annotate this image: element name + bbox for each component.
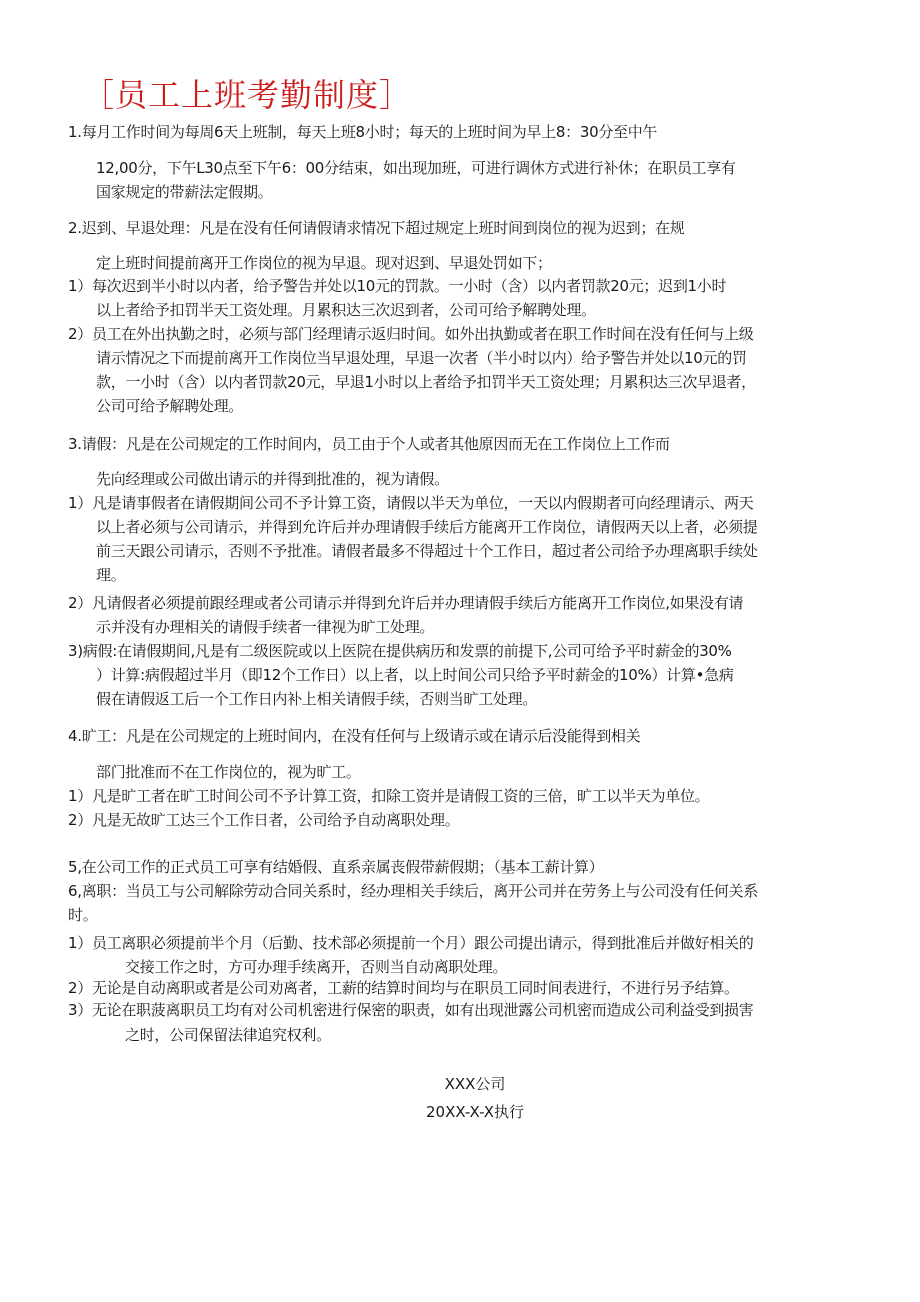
section-3-item-3-line-3: 假在请假返工后一个工作日内补上相关请假手续，否则当旷工处理。 xyxy=(96,690,538,708)
section-3-item-2-line-2: 示并没有办理相关的请假手续者一律视为旷工处理。 xyxy=(96,618,435,636)
section-6-item-3-line-1: 3）无论在职菠离职员工均有对公司机密进行保密的职责，如有出现泄露公司机密而造成公司利益受到损害 xyxy=(68,1001,754,1019)
section-3-line-2: 先向经理或公司做出请示的并得到批准的，视为请假。 xyxy=(96,470,449,488)
section-6-item-1-line-1: 1）员工离职必须提前半个月（后勤、技术部必须提前一个月）跟公司提出请示，得到批准后并做好相关的 xyxy=(68,934,754,952)
section-3-item-1-line-4: 理。 xyxy=(96,566,126,584)
section-2-line-2: 定上班时间提前离开工作岗位的视为早退。现对迟到、早退处罚如下； xyxy=(96,254,552,272)
section-2-item-2-line-2: 请示情况之下而提前离开工作岗位当早退处理，早退一次者（半小时以内）给予警告并处以10元的罚 xyxy=(96,349,747,367)
section-3-item-3-line-2: ）计算:病假超过半月（即12个工作日）以上者，以上时间公司只给予平时薪金的10%）计算•急病 xyxy=(96,666,734,684)
section-4-item-1: 1）凡是旷工者在旷工时间公司不予计算工资，扣除工资并是请假工资的三倍，旷工以半天为单位。 xyxy=(68,787,710,805)
section-2-item-1-line-1: 1）每次迟到半小时以内者，给予警告并处以10元的罚款。一小时（含）以内者罚款20元；迟到1小时 xyxy=(68,277,727,295)
section-2-item-2-line-1: 2）员工在外出执勤之时，必须与部门经理请示返归时间。如外出执勤或者在职工作时间在没有任何与上级 xyxy=(68,325,754,343)
section-3-item-3-line-1: 3)病假:在请假期间,凡是有二级医院或以上医院在提供病历和发票的前提下,公司可给予平时薪金的30% xyxy=(68,642,732,660)
section-5-line-1: 5,在公司工作的正式员工可享有结婚假、直系亲属丧假带薪假期；（基本工薪计算） xyxy=(68,858,604,876)
section-6-item-1-line-2: 交接工作之时，方可办理手续离开，否则当自动离职处理。 xyxy=(125,958,508,976)
section-3-item-1-line-1: 1）凡是请事假者在请假期间公司不予计算工资，请假以半天为单位，一天以内假期者可向经理请示、两天 xyxy=(68,494,754,512)
section-2-line-1: 2.迟到、早退处理：凡是在没有任何请假请求情况下超过规定上班时间到岗位的视为迟到；在规 xyxy=(68,219,685,237)
section-1-line-2: 12,00分，下午L30点至下午6：00分结束，如出现加班，可进行调休方式进行补休；在职员工享有 xyxy=(96,159,736,177)
section-4-item-2: 2）凡是无故旷工达三个工作日者，公司给予自动离职处理。 xyxy=(68,811,460,829)
section-4-line-1: 4.旷工：凡是在公司规定的上班时间内，在没有任何与上级请示或在请示后没能得到相关 xyxy=(68,727,641,745)
section-6-item-3-line-2: 之时，公司保留法律追究权利。 xyxy=(125,1026,331,1044)
section-2-item-2-line-4: 公司可给予解聘处理。 xyxy=(96,397,244,415)
section-4-line-2: 部门批准而不在工作岗位的，视为旷工。 xyxy=(96,763,361,781)
section-6-line-2: 时。 xyxy=(68,906,98,924)
section-3-item-1-line-3: 前三天跟公司请示，否则不予批准。请假者最多不得超过十个工作日，超过者公司给予办理离职手续处 xyxy=(96,542,758,560)
section-1-line-3: 国家规定的带薪法定假期。 xyxy=(96,183,273,201)
section-6-line-1: 6,离职：当员工与公司解除劳动合同关系时，经办理相关手续后，离开公司并在劳务上与公司没有任何关系 xyxy=(68,882,758,900)
section-1-line-1: 1.每月工作时间为每周6天上班制，每天上班8小时；每天的上班时间为早上8：30分至中午 xyxy=(68,123,658,141)
section-3-item-2-line-1: 2）凡请假者必须提前跟经理或者公司请示并得到允许后并办理请假手续后方能离开工作岗位,如果没有请 xyxy=(68,594,744,612)
section-2-item-2-line-3: 款，一小时（含）以内者罚款20元，早退1小时以上者给予扣罚半天工资处理；月累积达三次早退者， xyxy=(96,373,756,391)
section-3-line-1: 3.请假：凡是在公司规定的工作时间内，员工由于个人或者其他原因而无在工作岗位上工作而 xyxy=(68,435,670,453)
section-2-item-1-line-2: 以上者给予扣罚半天工资处理。月累积达三次迟到者，公司可给予解聘处理。 xyxy=(96,301,596,319)
section-3-item-1-line-2: 以上者必须与公司请示，并得到允许后并办理请假手续后方能离开工作岗位，请假两天以上者，必须提 xyxy=(96,518,758,536)
document-title: ［员工上班考勤制度］ xyxy=(82,76,413,114)
section-6-item-2: 2）无论是自动离职或者是公司劝离者，工薪的结算时间均与在职员工同时间表进行，不进行另予结算。 xyxy=(68,979,739,997)
signature-date: 20XX-X-X执行 xyxy=(425,1103,525,1121)
signature-company: XXX公司 xyxy=(444,1075,506,1093)
